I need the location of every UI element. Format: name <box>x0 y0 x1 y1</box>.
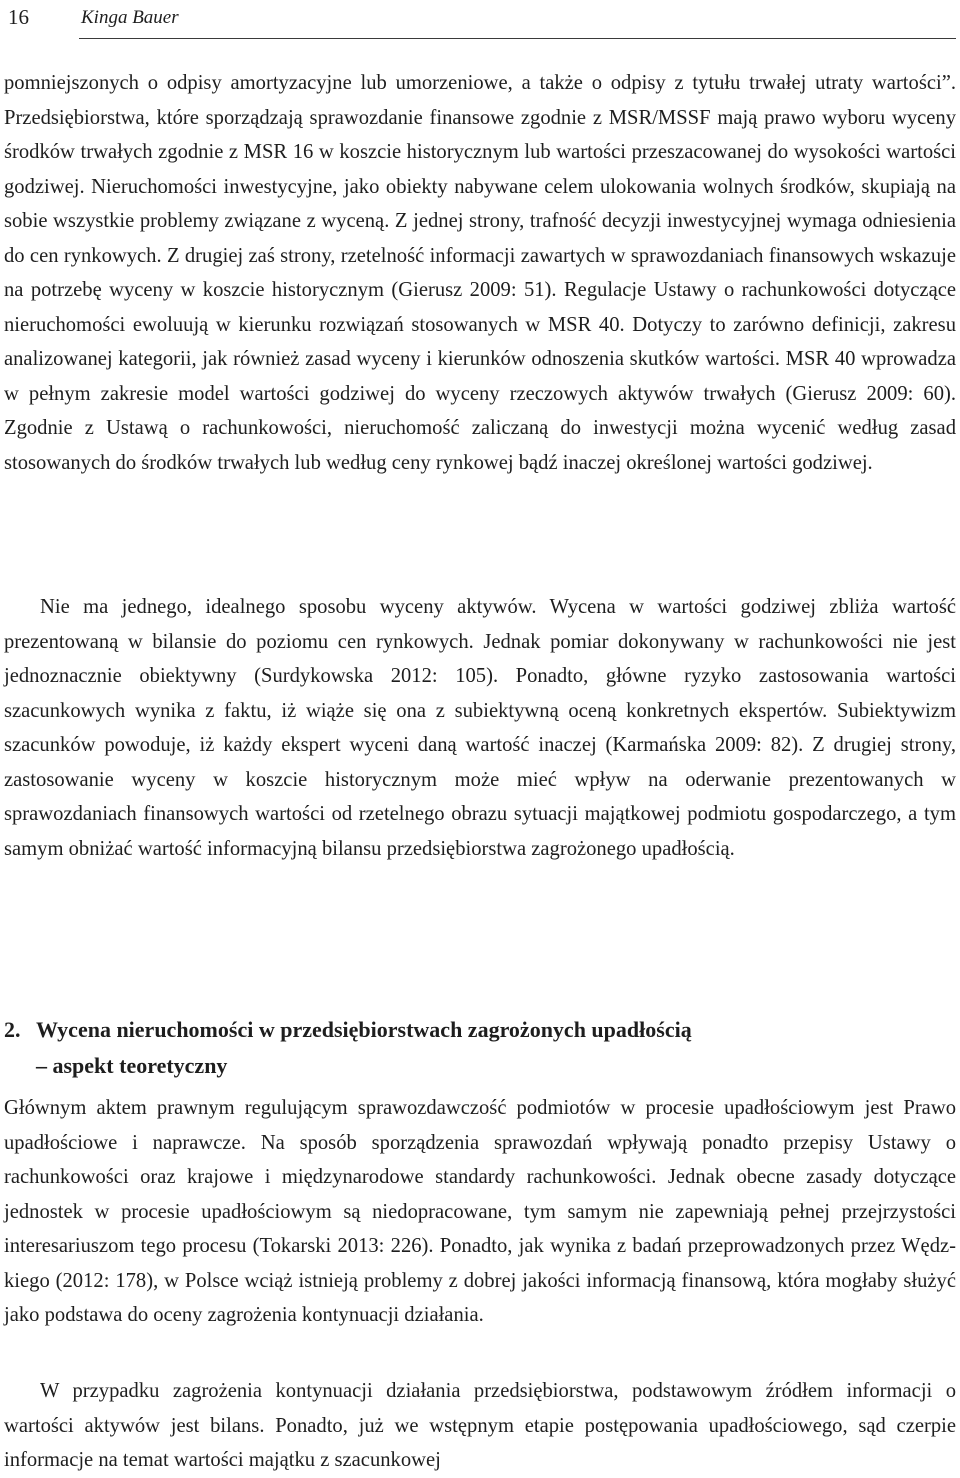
section-heading <box>4 1012 956 1084</box>
body-paragraph-2: Nie ma jednego, idealnego sposobu wyceny aktywów. Wycena w wartości godziwej zbliża wartość prezentowaną w bilansie do poziomu cen rynkowych. Jednak pomiar dokonywany w rachunkowości nie jest jednoznacznie obiektywny (Surdykowska 2012: 105). Ponadto, główne ryzyko zastosowania wartości szacunkowych wynika z faktu, iż wiąże się ona z subiektywną oceną konkretnych ekspertów. Subiektywizm szacunków powoduje, iż każdy ekspert wyceni daną wartość inaczej (Karmańska 2009: 82). Z drugiej strony, zastosowanie wyceny w koszcie historycznym może mieć wpływ na oderwanie prezentowanych w sprawozdaniach finansowych wartości od rzetelnego obrazu sytuacji majątkowej podmiotu gospodarczego, a tym samym obniżać wartość informacyjną bilansu przedsiębiorstwa zagrożonego upadłością. <box>4 596 956 860</box>
page-number: 16 <box>8 5 29 29</box>
section-number: 2. <box>4 1017 21 1042</box>
body-paragraph-1: pomniejszonych o odpisy amortyzacyjne lub umorzeniowe, a także o odpisy z tytułu trwałej utraty wartości”. Przedsiębiorstwa, które sporządzają sprawozdanie finansowe zgodnie z MSR/MSSF mają prawo wyboru wyceny środków trwałych zgodnie z MSR 16 w koszcie historycznym lub wartości przeszacowanej do wysokości wartości godziwej. Nieruchomości inwestycyjne, jako obiekty nabywane celem ulokowania wolnych środków, skupiają na sobie wszystkie problemy związane z wyceną. Z jednej strony, trafność decyzji inwestycyjnej wymaga odniesienia do cen rynkowych. Z drugiej zaś strony, rzetelność informacji zawartych w sprawozdaniach finansowych wskazuje na potrzebę wyceny w koszcie historycznym (Gierusz 2009: 51). Regulacje Ustawy o rachunkowości dotyczące nieruchomości ewoluują w kierunku rozwiązań stosowanych w MSR 40. Dotyczy to zarówno definicji, zakresu analizowanej kategorii, jak również zasad wyceny i kierunków odnoszenia skutków wartości. MSR 40 wprowadza w pełnym zakresie model wartości godziwej do wyceny rzeczowych aktywów trwałych (Gierusz 2009: 60). Zgodnie z Ustawą o rachunkowości, nieruchomość zaliczaną do inwestycji można wycenić według zasad stosowanych do środków trwałych lub według ceny rynkowej bądź inaczej określonej wartości godziwej. <box>4 72 956 474</box>
body-paragraph-3: Głównym aktem prawnym regulującym sprawozdawczość podmiotów w procesie upadłościowym jest Prawo upadłościowe i naprawcze. Na sposób sporządzenia sprawozdań wpływają ponadto przepisy Ustawy o rachunkowości oraz krajowe i międzynarodowe standardy rachunkowości. Jednak obecne zasady dotyczące jednostek w procesie upadłościowym są niedopracowane, tym samym nie zapewniają pełnej przejrzystości interesariuszom tego procesu (Tokarski 2013: 226). Ponadto, jak wynika z badań przeprowadzonych przez Wędzkiego (2012: 178), w Polsce wciąż istnieją problemy z dobrej jakości informacją finansową, która mogłaby służyć jako podstawa do oceny zagrożenia kontynuacji działania. <box>4 1097 956 1326</box>
body-paragraph-4: W przypadku zagrożenia kontynuacji działania przedsiębiorstwa, podstawowym źródłem informacji o wartości aktywów jest bilans. Ponadto, już we wstępnym etapie postępowania upadłościowego, sąd czerpie informacje na temat wartości majątku z szacunkowej <box>4 1380 956 1471</box>
running-header <box>4 0 956 40</box>
section-title-line-2: – aspekt teoretyczny <box>36 1053 228 1078</box>
header-rule <box>79 38 956 39</box>
section-title-line-1: Wycena nieruchomości w przedsiębiorstwach zagrożonych upadłością <box>36 1017 692 1042</box>
running-header-author: Kinga Bauer <box>81 7 179 28</box>
